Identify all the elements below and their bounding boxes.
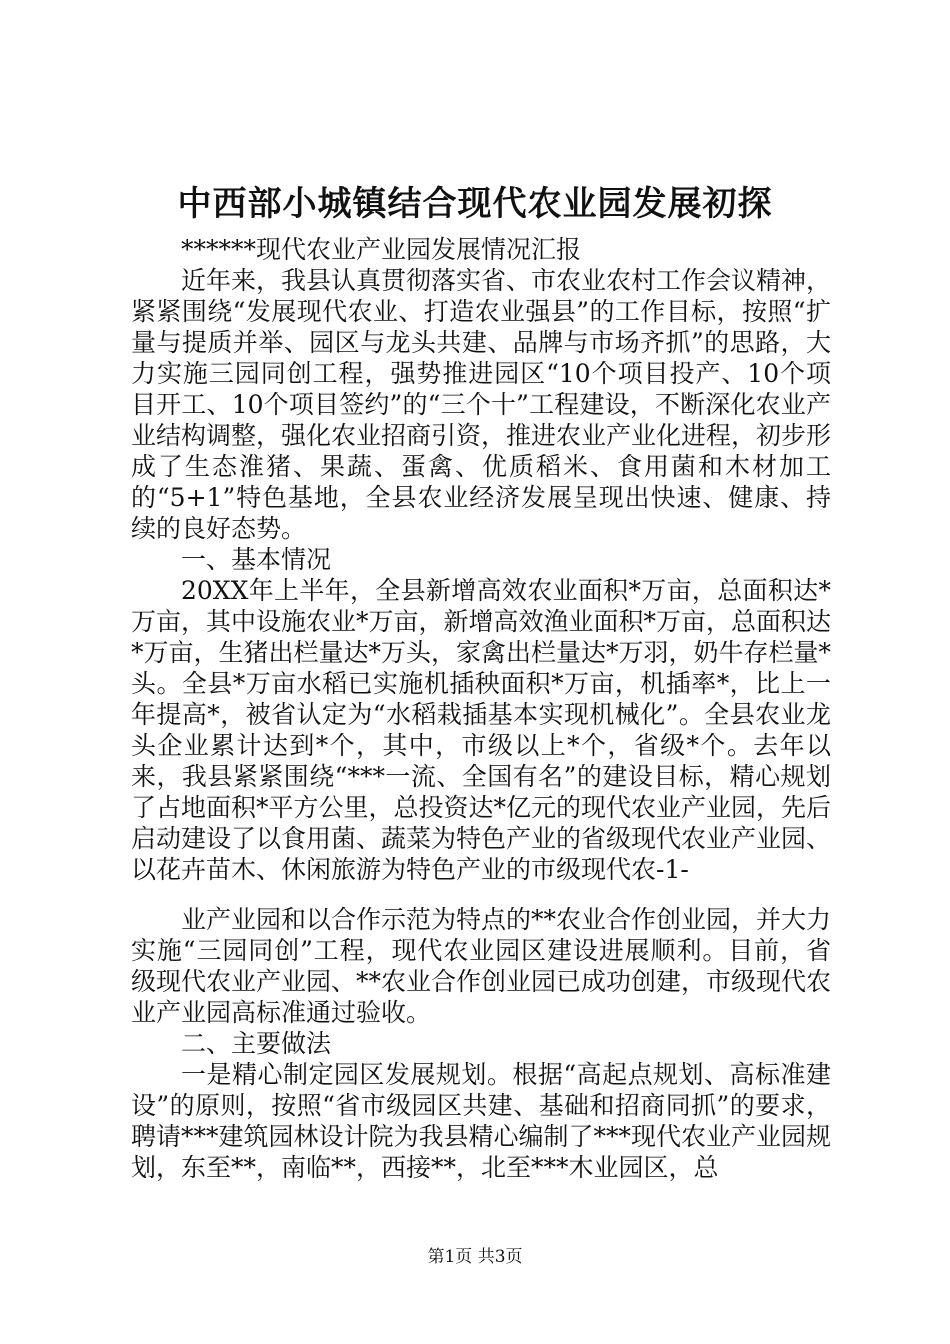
section-heading-methods: 二、主要做法: [181, 1029, 332, 1058]
document-subtitle: ******现代农业产业园发展情况汇报: [181, 235, 582, 264]
section-heading-basic: 一、基本情况: [181, 545, 332, 574]
paragraph-intro: 近年来，我县认真贯彻落实省、市农业农村工作会议精神，紧紧围绕“发展现代农业、打造农业强县”的工作目标，按照“扩量与提质并举、园区与龙头共建、品牌与市场齐抓”的思路，大力实施三园同创工程，强势推进园区“10个项目投产、10个项目开工、10个项目签约”的“三个十”工程建设，不断深化农业产业结构调整，强化农业招商引资，推进农业产业化进程，初步形成了生态淮猪、果蔬、蛋禽、优质稻米、食用菌和木材加工的“5+1”特色基地，全县农业经济发展呈现出快速、健康、持续的良好态势。: [131, 266, 832, 543]
paragraph-basic-situation: 20XX年上半年，全县新增高效农业面积*万亩，总面积达*万亩，其中设施农业*万亩，新增高效渔业面积*万亩，总面积达*万亩，生猪出栏量达*万头，家禽出栏量达*万羽，奶牛存栏量*头。全县*万亩水稻已实施机插秧面积*万亩，机插率*，比上一年提高*，被省认定为“水稻栽插基本实现机械化”。全县农业龙头企业累计达到*个，其中，市级以上*个，省级*个。去年以来，我县紧紧围绕“***一流、全国有名”的建设目标，精心规划了占地面积*平方公里，总投资达*亿元的现代农业产业园，先后启动建设了以食用菌、蔬菜为特色产业的省级现代农业产业园、以花卉苗木、休闲旅游为特色产业的市级现代农-1-: [131, 576, 832, 884]
document-body-part2: [131, 904, 831, 1183]
document-title: 中西部小城镇结合现代农业园发展初探: [177, 184, 773, 224]
document-body-part1: [131, 234, 831, 885]
paragraph-planning: 一是精心制定园区发展规划。根据“高起点规划、高标准建设”的原则，按照“省市级园区共建、基础和招商同抓”的要求，聘请***建筑园林设计院为我县精心编制了***现代农业产业园规划，东至**，南临**，西接**，北至***木业园区，总: [131, 1060, 832, 1182]
paragraph-continued: 业产业园和以合作示范为特点的**农业合作创业园，并大力实施“三园同创”工程，现代农业园区建设进展顺利。目前，省级现代农业产业园、**农业合作创业园已成功创建，市级现代农业产业园高标准通过验收。: [131, 905, 832, 1027]
page-footer: 第1页 共3页: [427, 1247, 523, 1267]
